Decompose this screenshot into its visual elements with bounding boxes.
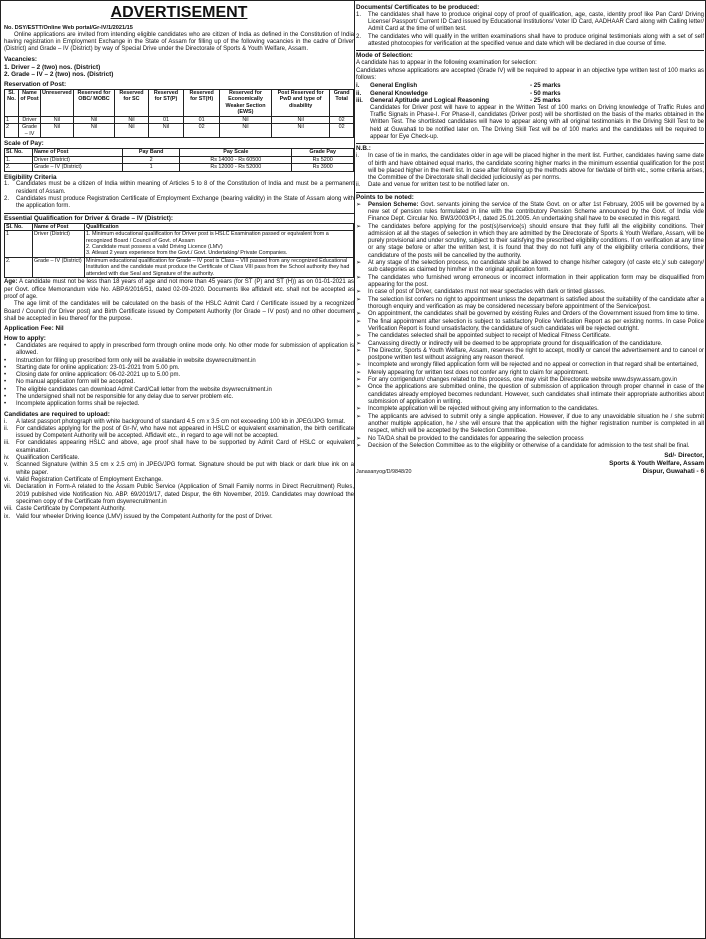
list-item bbox=[4, 462, 354, 477]
table-cell: 1 bbox=[5, 116, 19, 123]
table-header: Reserved for ST(H) bbox=[184, 90, 220, 117]
table-cell: 02 bbox=[330, 124, 354, 138]
documents-list bbox=[356, 12, 704, 49]
vacancies-heading: Vacancies: bbox=[4, 55, 38, 63]
list-item bbox=[4, 379, 354, 386]
item-number: vii. bbox=[4, 484, 12, 491]
arrow-icon: ➢ bbox=[356, 318, 362, 325]
list-item bbox=[4, 419, 354, 426]
signature-line: Dispur, Guwahati - 6 bbox=[642, 467, 704, 475]
item-text: The selection list confers no right to appointment unless the department is satisfied about the suitability of the candidate after a thorough enquiry and verification as may be considered necessary before appointment of the Service/post. bbox=[368, 296, 704, 310]
arrow-icon: ➢ bbox=[356, 435, 362, 442]
item-number: ii. bbox=[356, 89, 362, 97]
footer bbox=[356, 468, 704, 476]
item-text: Govt. servants joining the service of the State Govt. on or after 1st February, 2005 will be governed by a new set of pension rules formulated in line with the contributory Pension Scheme announced by the Govt. of India vide Finance Dept. Circular No. BW3/2003/Pt-I, dated 25.01.2005. An undertaking shall have to be executed in this regard. bbox=[368, 201, 705, 223]
table-row bbox=[5, 231, 354, 258]
table-cell: 01 bbox=[148, 116, 184, 123]
table-cell: Minimum educational qualification for Grade – IV post is Class – VIII passed from any recognized Educational Institution and the candidate must produce the Certificate of Class VIII pass from the School authority they had attended with due Seal and Signature of the authority. bbox=[85, 257, 354, 277]
item-text: No manual application form will be accepted. bbox=[16, 379, 136, 386]
table-cell: Nil bbox=[73, 124, 115, 138]
intro-paragraph: Online applications are invited from intending eligible candidates who are citizen of India as defined in the Constitution of India having registration in Employment Exchange in the State of Assam for filling up of the following vacancies in the cadre of Driver (District) and Grade – IV (District) by way of Special Drive under the Directorate of Sports & Youth Welfare, Assam. bbox=[4, 31, 354, 53]
item-text: On appointment, the candidates shall be governed by existing Rules and Orders of the Government issued from time to time. bbox=[368, 311, 700, 318]
table-cell: Nil bbox=[219, 116, 271, 123]
table-header: Grade Pay bbox=[292, 149, 354, 156]
table-header: Pay Band bbox=[123, 149, 180, 156]
item-text: Incomplete application will be rejected without giving any information to the candidates. bbox=[368, 406, 599, 413]
item-number: i. bbox=[356, 153, 359, 160]
list-item bbox=[356, 224, 704, 261]
qualification-line: 1. Minimum educational qualification for Driver post is HSLC Examination passed or equivalent from a recognized Board / Council of Govt. of Assam bbox=[86, 231, 329, 244]
item-text: Decision of the Selection Committee as to the eligibility or otherwise of a candidate for admission to the test shall be final. bbox=[368, 442, 690, 449]
table-header: Reserved for OBC/ MOBC bbox=[73, 90, 115, 117]
arrow-icon: ➢ bbox=[356, 311, 362, 318]
item-number: iii. bbox=[4, 440, 10, 447]
page-title: ADVERTISEMENT bbox=[110, 4, 248, 21]
list-item bbox=[356, 384, 704, 406]
arrow-icon: ➢ bbox=[356, 377, 362, 384]
fee-line: Application Fee: Nil bbox=[4, 325, 64, 333]
eligibility-heading: Eligibility Criteria bbox=[4, 173, 57, 181]
arrow-icon: ➢ bbox=[356, 347, 362, 354]
arrow-icon: ➢ bbox=[356, 296, 362, 303]
list-item bbox=[4, 506, 354, 513]
item-text: The candidates shall have to produce original copy of proof of qualification, age, caste, identity proof like Pan Card/ Driving License/ Passport/ Current ID Card issued by Educational Institutions/ Voter ID Card, AADHAAR Card along with Calling letter/ Admit Card at the time of written test. bbox=[368, 11, 704, 33]
selection-heading: Mode of Selection: bbox=[356, 50, 704, 60]
item-text: In case of post of Driver, candidates must not wear spectacles with dark or tinted glasses. bbox=[368, 289, 606, 296]
pay-heading: Scale of Pay: bbox=[4, 140, 44, 148]
list-item bbox=[356, 370, 704, 377]
list-item bbox=[356, 377, 704, 384]
item-number: 1. bbox=[356, 11, 362, 18]
marks-row bbox=[356, 82, 704, 90]
table-header: Pay Scale bbox=[180, 149, 292, 156]
arrow-icon: ➢ bbox=[356, 406, 362, 413]
subject-marks: - 25 marks bbox=[530, 97, 561, 105]
item-number: vi. bbox=[4, 477, 10, 484]
list-item bbox=[356, 182, 704, 189]
table-cell: Nil bbox=[219, 124, 271, 138]
list-item bbox=[356, 319, 704, 334]
table-row bbox=[5, 164, 354, 171]
item-text: The candidates selected shall be appointed subject to receipt of Medical Fitness Certificate. bbox=[368, 333, 611, 340]
arrow-icon: ➢ bbox=[356, 274, 362, 281]
table-header: Sl. No. bbox=[5, 223, 33, 230]
list-item bbox=[356, 348, 704, 363]
item-text: Starting date for online application: 23-01-2021 from 5.00 pm. bbox=[16, 364, 180, 371]
marks-row bbox=[356, 97, 704, 105]
qualification-line: 3. Atleast 2 years experience from the Govt./ Govt. Undertaking/ Private Companies. bbox=[86, 250, 288, 257]
table-cell: Driver bbox=[19, 116, 41, 123]
nb-heading: N.B.: bbox=[356, 143, 704, 153]
table-cell: 01 bbox=[184, 116, 220, 123]
list-item bbox=[356, 443, 704, 450]
vacancy-item: 1. Driver – 2 (two) nos. (District) bbox=[4, 63, 101, 71]
bullet-icon: • bbox=[4, 357, 7, 364]
item-text: Once the applications are submitted online, the question of submission of application through proper channel in case of the candidates already employed becomes redundant. However, such candidates shall intimate their appropriate authorities about submission of application in writing. bbox=[368, 384, 704, 405]
subject-label: General Knowledge bbox=[370, 89, 428, 97]
table-cell: 2. bbox=[5, 164, 33, 171]
bullet-icon: • bbox=[4, 342, 7, 349]
table-header: Reserved for Economically Weaker Section (EWS) bbox=[219, 90, 271, 117]
list-item bbox=[356, 414, 704, 436]
list-item bbox=[356, 34, 704, 49]
arrow-icon: ➢ bbox=[356, 384, 362, 391]
qualification-line: 2. Candidate must possess a valid Driving Licence (LMV) bbox=[86, 243, 223, 250]
list-item bbox=[4, 440, 354, 455]
table-cell: Rs 12000 - Rs 52000 bbox=[180, 164, 292, 171]
item-text: Incomplete application forms shall be rejected. bbox=[16, 401, 140, 408]
item-number: viii. bbox=[4, 506, 13, 513]
list-item bbox=[356, 311, 704, 318]
item-number: ii. bbox=[4, 425, 9, 432]
list-item bbox=[4, 401, 354, 408]
list-item bbox=[356, 406, 704, 413]
table-cell: Nil bbox=[73, 116, 115, 123]
table-header: Reserved for SC bbox=[115, 90, 148, 117]
table-header-row bbox=[5, 223, 354, 230]
eligibility-list bbox=[4, 181, 354, 210]
arrow-icon: ➢ bbox=[356, 413, 362, 420]
item-text: Valid Registration Certificate of Employment Exchange. bbox=[16, 477, 163, 484]
table-cell: Nil bbox=[271, 116, 329, 123]
nb-list bbox=[356, 153, 704, 190]
table-cell: 02 bbox=[184, 124, 220, 138]
arrow-icon: ➢ bbox=[356, 333, 362, 340]
column-divider bbox=[354, 1, 355, 938]
subject-marks: - 50 marks bbox=[530, 89, 561, 97]
table-header: Sl. No. bbox=[5, 149, 33, 156]
item-text: Date and venue for written test to be notified later on. bbox=[368, 182, 510, 189]
table-row bbox=[5, 257, 354, 277]
reference-number: No. DSY/ESTT/Online Web portal/Gr-IV/1/2021/15 bbox=[4, 25, 133, 31]
documents-heading: Documents/ Certificates to be produced: bbox=[356, 4, 480, 11]
item-text: The candidates who furnished wrong erroneous or incorrect information in their application form may be disqualified from appearing for the post. bbox=[368, 274, 704, 288]
signature-line: Sports & Youth Welfare, Assam bbox=[609, 460, 704, 467]
arrow-icon: ➢ bbox=[356, 362, 362, 369]
table-cell: Nil bbox=[41, 124, 74, 138]
table-header-row bbox=[5, 149, 354, 156]
reservation-table bbox=[4, 89, 354, 138]
table-header: Name of Post bbox=[19, 90, 41, 117]
pension-label: Pension Scheme: bbox=[368, 201, 419, 208]
age-label: Age: bbox=[4, 279, 18, 286]
table-header: Grand Total bbox=[330, 90, 354, 117]
list-item bbox=[356, 275, 704, 290]
list-item bbox=[356, 436, 704, 443]
subject-marks: - 25 marks bbox=[530, 82, 561, 90]
list-item bbox=[4, 426, 354, 441]
table-cell: Driver (District) bbox=[33, 156, 123, 163]
list-item bbox=[4, 514, 354, 521]
list-item bbox=[4, 343, 354, 358]
signature-line: Sd/- Director, bbox=[664, 452, 704, 460]
item-text: Qualification Certificate. bbox=[16, 455, 80, 462]
item-text: Declaration in Form-A related to the Assam Public Service (Application of Small Family norms in Direct Recruitment) Rules, 2019 published vide Notification No. ABP. 69/2019/17, dated Dispur, the 6th November, 2019. Candidates may download the specimen copy of the Certificate from dsywrecruitment.in bbox=[16, 484, 354, 505]
table-cell: Grade – IV bbox=[19, 124, 41, 138]
arrow-icon: ➢ bbox=[356, 442, 362, 449]
list-item bbox=[4, 181, 354, 196]
howto-list bbox=[4, 343, 354, 409]
item-number: 2. bbox=[4, 196, 10, 203]
bullet-icon: • bbox=[4, 364, 7, 371]
item-number: iii. bbox=[356, 97, 363, 105]
item-text: In case of tie in marks, the candidates older in age will be placed higher in the merit list. Further, candidates having same date of birth and have obtained equal marks, the candidate scoring higher marks in the minimum essential qualification for the post will be placed higher in the merit list. In case after following up the methods above for tie/date of birth etc., some criteria arises, the Committee of the Directorate shall decided judiciously/ as per norms. bbox=[368, 153, 704, 182]
item-number: ix. bbox=[4, 513, 10, 520]
publication-code: Janasanyog/D/9848/20 bbox=[356, 469, 412, 476]
item-text: Scanned Signature (within 3.5 cm x 2.5 cm) in JPEG/JPG format. Signature should be put with black or dark blue ink on a white paper. bbox=[16, 462, 354, 476]
subject-label: General Aptitude and Logical Reasoning bbox=[370, 97, 490, 105]
reservation-heading: Reservation of Post: bbox=[4, 81, 67, 89]
age-paragraph-2: The age limit of the candidates will be calculated on the basis of the HSLC Admit Card / Certificate issued by a recognized Board / Council (for Driver post) and Birth Certificate issued by Competent Authority (for Grade – IV post) and no other document shall be accepted in lieu thereof for the purpose. bbox=[4, 301, 354, 322]
qualification-table bbox=[4, 223, 354, 279]
pension-text bbox=[368, 202, 704, 224]
upload-list bbox=[4, 419, 354, 521]
item-text: The applicants are advised to submit only a single application. However, if due to any unavoidable situation he / she submit another multiple application, he / she will ensure that the application with the higher registration number is completed in all respect, which will be accepted by the Selection Committee. bbox=[368, 413, 704, 435]
item-text: Candidates must produce Registration Certificate of Employment Exchange (bearing validity) in the State of Assam along with the application form. bbox=[16, 196, 354, 210]
list-item bbox=[356, 362, 704, 369]
item-number: i. bbox=[4, 418, 7, 425]
item-number: iv. bbox=[4, 455, 10, 462]
list-item bbox=[4, 358, 354, 365]
arrow-icon: ➢ bbox=[356, 223, 362, 230]
table-cell: Rs 5200 bbox=[292, 156, 354, 163]
table-header: Reserved for ST(P) bbox=[148, 90, 184, 117]
table-cell: 2. bbox=[5, 257, 33, 277]
pay-table bbox=[4, 148, 354, 171]
item-number: i. bbox=[356, 82, 360, 90]
item-text: For candidates appearing HSLC and above, age proof shall have to be supported by Admit Card of HSLC or equivalent examination. bbox=[16, 440, 354, 454]
item-text: Valid four wheeler Driving licence (LMV) issued by the Competent Authority for the post of Driver. bbox=[16, 513, 273, 520]
table-cell: 02 bbox=[330, 116, 354, 123]
item-text: At any stage of the selection process, no candidate shall be allowed to change his/her category (of caste etc.)/ sub category/ sub categories as claimed by him/her in the original application form. bbox=[368, 260, 704, 274]
selection-text: A candidate has to appear in the following examination for selection: bbox=[356, 60, 537, 67]
driver-selection-text: Candidates for Driver post will have to appear in the Written Test of 100 marks on Driving knowledge of Traffic Rules and Traffic Signals in Phase-I. For Phase-II, candidates (Driver post) will be shortlisted on the basis of the marks obtained in the Written Test. The shortlisted candidates will have to appear along with all original testimonials in the Driving Skill Test to be held at Guwahati to be notified later on. The Driving Skill Test will be of 100 marks and the candidates will be required to appear for Eye Check-up. bbox=[370, 104, 704, 141]
list-item bbox=[4, 372, 354, 379]
list-item bbox=[356, 153, 704, 182]
table-cell: 1 bbox=[5, 231, 33, 258]
table-header-row bbox=[5, 90, 354, 117]
arrow-icon: ➢ bbox=[356, 369, 362, 376]
item-number: 1. bbox=[4, 181, 10, 188]
left-column bbox=[4, 4, 354, 521]
table-cell: Nil bbox=[41, 116, 74, 123]
table-header: Unreserved bbox=[41, 90, 74, 117]
item-text: Merely appearing for written test does not confer any right to claim for appointment. bbox=[368, 369, 589, 376]
table-cell: Nil bbox=[115, 116, 148, 123]
list-item bbox=[4, 455, 354, 462]
list-item bbox=[4, 387, 354, 394]
item-text: The undersigned shall not be responsible for any delay due to server problem etc. bbox=[16, 394, 234, 401]
table-cell: Driver (District) bbox=[33, 231, 85, 258]
table-cell bbox=[85, 231, 354, 258]
list-item bbox=[4, 196, 354, 211]
howto-heading: How to apply: bbox=[4, 335, 46, 343]
bullet-icon: • bbox=[4, 394, 7, 401]
item-text: The candidates before applying for the post(s)/service(s) should ensure that they fulfil all the eligibility conditions. Their admission at all the stages of selection in which they are admitted by the Directorate of Sports & Youth Welfare, Assam, will be purely provisional and under scrutiny, subject to their satisfying the prescribed eligibility conditions. If on verification at any time or any stage before or after the written test, it is found that they do not fulfil any of the eligibility criteria conditions, their candidature of the posts will be cancelled by the authority. bbox=[368, 223, 704, 259]
table-cell: Grade – IV (District) bbox=[33, 164, 123, 171]
item-text: Incomplete and wrongly filled application form will be rejected and no appeal or correction in that regard shall be entertained, bbox=[368, 362, 699, 369]
table-header: Post Reserved for PwD and type of disability bbox=[271, 90, 329, 117]
table-row bbox=[5, 124, 354, 138]
list-item bbox=[4, 365, 354, 372]
selection-text-2: Candidates whose applications are accepted (Grade IV) will be required to appear in an objective type written test of 100 marks as follows: bbox=[356, 67, 704, 81]
item-text: The Director, Sports & Youth Welfare, Assam, reserves the right to accept, modify or cancel the advertisement and to cancel or postpone written test without assigning any reason thereof. bbox=[368, 347, 704, 362]
table-cell: Rs 14000 - Rs 60500 bbox=[180, 156, 292, 163]
points-heading: Points to be noted: bbox=[356, 192, 704, 202]
table-cell: Rs 3900 bbox=[292, 164, 354, 171]
list-item bbox=[4, 484, 354, 506]
item-text: Instruction for filling up prescribed form only will be available in website dsywrecruitment.in bbox=[16, 357, 256, 364]
list-item bbox=[356, 202, 704, 224]
item-text: For candidates applying for the post of Gr-IV, who have not appeared in HSLC or equivalent examination, the birth certificate issued by Competent Authority will be accepted. Affidavit etc., in regard to age will not be accepted. bbox=[16, 425, 354, 440]
item-text: Candidates must be a citizen of India within meaning of Articles 5 to 8 of the Constitution of India and must be a permanent resident of Assam. bbox=[16, 181, 354, 195]
table-cell: Grade – IV (District) bbox=[33, 257, 85, 277]
item-text: A latest passport photograph with white background of standard 4.5 cm x 3.5 cm not exceeding 100 kb in JPEG/JPG format. bbox=[16, 418, 346, 425]
list-item bbox=[356, 260, 704, 275]
upload-heading: Candidates are required to upload: bbox=[4, 410, 110, 418]
item-number: ii. bbox=[356, 182, 361, 189]
item-text: For any corrigendum/ changes related to this process, one may visit the Directorate website www.dsyw.assam.gov.in bbox=[368, 377, 678, 384]
item-number: v. bbox=[4, 462, 9, 469]
qualification-heading: Essential Qualification for Driver & Grade – IV (District): bbox=[4, 213, 354, 223]
table-header: Qualification bbox=[85, 223, 354, 230]
item-text: The eligible candidates can download Admit Card/Call letter from the website dsywrecruitment.in bbox=[16, 386, 272, 393]
table-cell: Nil bbox=[148, 124, 184, 138]
bullet-icon: • bbox=[4, 372, 7, 379]
table-cell: Nil bbox=[271, 124, 329, 138]
points-list bbox=[356, 202, 704, 451]
right-column bbox=[356, 4, 704, 476]
list-item bbox=[356, 289, 704, 296]
arrow-icon: ➢ bbox=[356, 289, 362, 296]
item-number: 2. bbox=[356, 33, 362, 40]
table-row bbox=[5, 116, 354, 123]
item-text: The final appointment after selection is subject to satisfactory Police Verification Report as per existing norms. In case Police Verification Report is found unsatisfactory, the candidature of such candidates will be rejected outright. bbox=[368, 318, 704, 332]
list-item bbox=[356, 333, 704, 340]
bullet-icon: • bbox=[4, 401, 7, 408]
item-text: Candidates are required to apply in prescribed form through online mode only. No other mode for submission of application is allowed. bbox=[16, 342, 354, 357]
item-text: No TA/DA shall be provided to the candidates for appearing the selection process bbox=[368, 435, 584, 442]
item-text: Canvassing directly or indirectly will be deemed to be appropriate ground for disqualification of the candidature. bbox=[368, 340, 663, 347]
table-cell: 1. bbox=[5, 156, 33, 163]
table-header: Name of Post bbox=[33, 223, 85, 230]
bullet-icon: • bbox=[4, 386, 7, 393]
table-cell: 2 bbox=[123, 156, 180, 163]
bullet-icon: • bbox=[4, 379, 7, 386]
list-item bbox=[4, 477, 354, 484]
table-header: Name of Post bbox=[33, 149, 123, 156]
marks-row bbox=[356, 90, 704, 98]
vacancy-item: 2. Grade – IV – 2 (two) nos. (District) bbox=[4, 71, 114, 79]
arrow-icon: ➢ bbox=[356, 201, 362, 208]
list-item bbox=[356, 297, 704, 312]
list-item bbox=[4, 394, 354, 401]
list-item bbox=[356, 12, 704, 34]
table-cell: 1 bbox=[123, 164, 180, 171]
table-header: Sl. No. bbox=[5, 90, 19, 117]
item-text: Caste Certificate by Competent Authority. bbox=[16, 506, 126, 513]
age-paragraph bbox=[4, 279, 354, 301]
arrow-icon: ➢ bbox=[356, 260, 362, 267]
item-text: The candidates who will qualify in the written examinations shall have to produce original testimonials along with a set of self attested photocopies for verification at the specified venue and date which will be declared in due course of time. bbox=[368, 33, 704, 48]
table-cell: Nil bbox=[115, 124, 148, 138]
age-text: A candidate must not be less than 18 years of age and not more than 45 years (for ST (P) and ST (H)) as on 01-01-2021 as per Govt. office Memorandum vide No. ABP.6/2016/51, dated 02-09-2020. Documents like affidavit etc. shall not be accepted as proof of age. bbox=[4, 279, 354, 301]
item-text: Closing date for online application: 06-02-2021 up to 5.00 pm. bbox=[16, 372, 181, 379]
list-item bbox=[356, 341, 704, 348]
table-cell: 2 bbox=[5, 124, 19, 138]
table-row bbox=[5, 156, 354, 163]
subject-label: General English bbox=[370, 82, 418, 90]
arrow-icon: ➢ bbox=[356, 340, 362, 347]
